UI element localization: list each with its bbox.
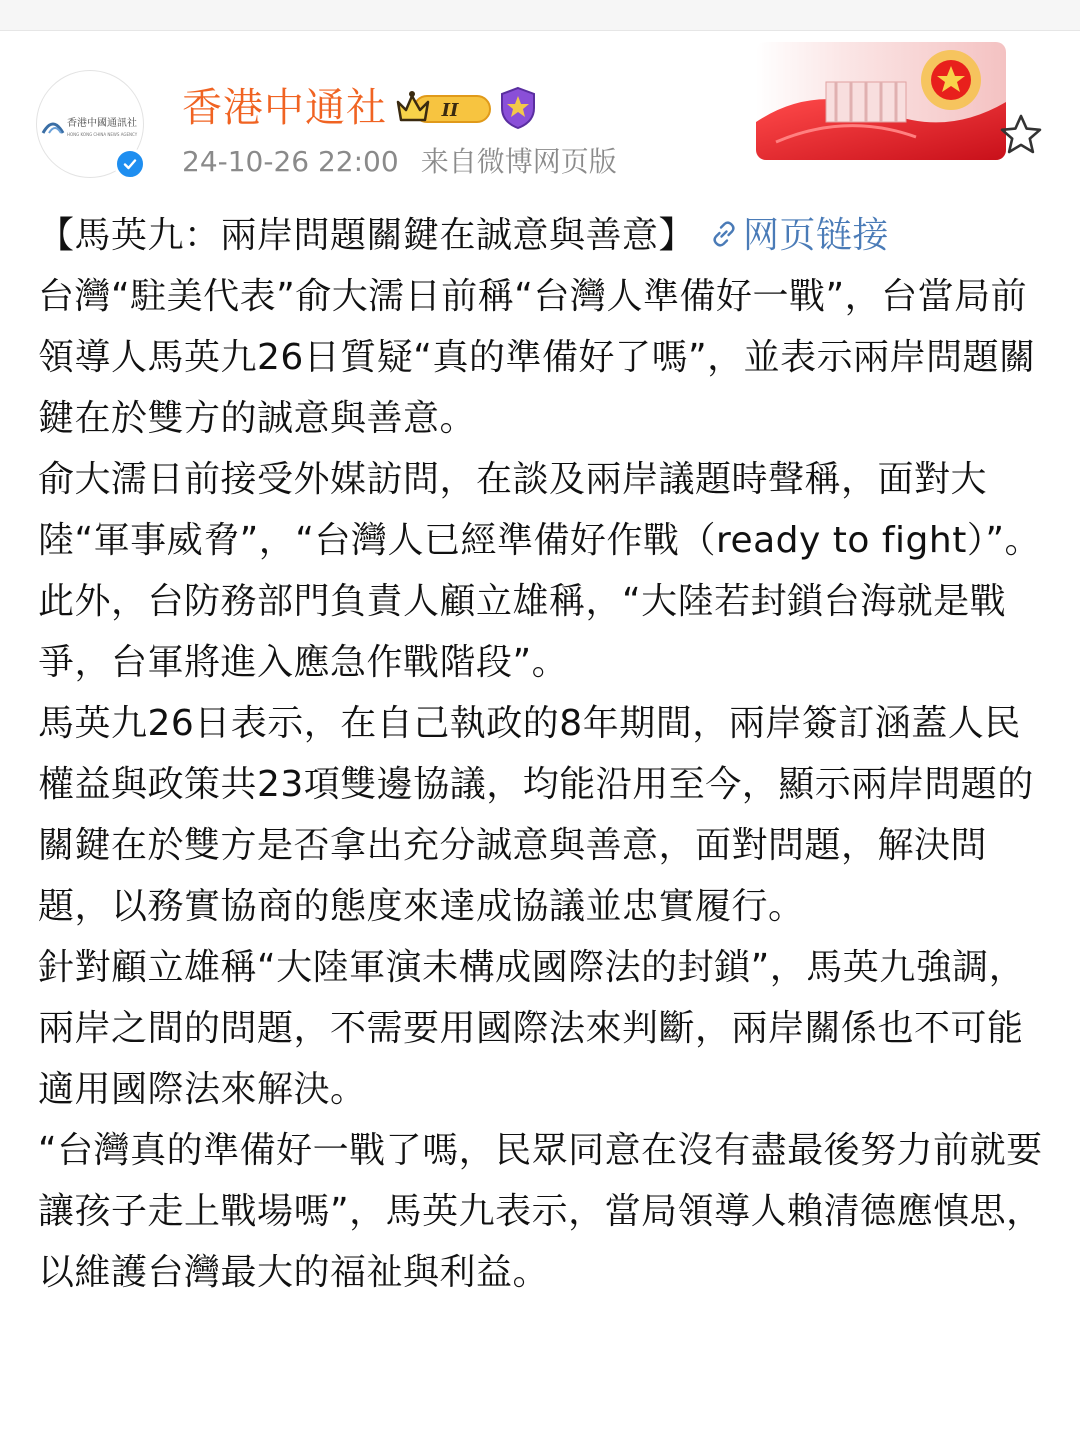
post-paragraph: “台灣真的準備好一戰了嗎，民眾同意在沒有盡最後努力前就要讓孩子走上戰場嗎”，馬英九表示，當局領導人賴清德應慎思，以維護台灣最大的福祉與利益。 bbox=[38, 1130, 1043, 1293]
web-link-label: 网页链接 bbox=[743, 215, 890, 256]
link-icon bbox=[709, 207, 739, 237]
top-bar bbox=[0, 0, 1080, 31]
account-name[interactable]: 香港中通社 bbox=[182, 85, 387, 131]
crown-badge-label: II bbox=[441, 100, 459, 121]
post-meta bbox=[182, 142, 617, 182]
post-paragraph: 台灣“駐美代表”俞大濡日前稱“台灣人準備好一戰”，台當局前領導人馬英九26日質疑“真的準備好了嗎”，並表示兩岸問題關鍵在於雙方的誠意與善意。 bbox=[38, 276, 1036, 439]
check-icon bbox=[122, 156, 138, 172]
web-link[interactable] bbox=[709, 215, 889, 256]
post-body bbox=[38, 205, 1048, 1303]
verified-badge bbox=[114, 148, 146, 180]
post-source[interactable]: 来自微博网页版 bbox=[420, 145, 617, 178]
post-paragraph: 針對顧立雄稱“大陸軍演未構成國際法的封鎖”，馬英九強調，兩岸之間的問題，不需要用國際法來判斷，兩岸關係也不可能適用國際法來解決。 bbox=[38, 947, 1026, 1110]
post-headline: 【馬英九：兩岸問題關鍵在誠意與善意】 bbox=[38, 215, 696, 256]
post-timestamp: 24-10-26 22:00 bbox=[182, 145, 399, 178]
svg-text:香港中國通訊社: 香港中國通訊社 bbox=[67, 118, 137, 129]
agency-logo bbox=[41, 111, 141, 141]
post-paragraph: 俞大濡日前接受外媒訪問，在談及兩岸議題時聲稱，面對大陸“軍事威脅”，“台灣人已經準備好作戰（ready to fight）”。此外，台防務部門負責人顧立雄稱，“大陸若封鎖台海就是戰爭，台軍將進入應急作戰階段”。 bbox=[38, 459, 1041, 683]
svg-text:HONG KONG CHINA NEWS AGENCY: HONG KONG CHINA NEWS AGENCY bbox=[67, 132, 138, 137]
post-paragraph: 馬英九26日表示，在自己執政的8年期間，兩岸簽訂涵蓋人民權益與政策共23項雙邊協議，均能沿用至今，顯示兩岸問題的關鍵在於雙方是否拿出充分誠意與善意，面對問題，解決問題，以務實協商的態度來達成協議並忠實履行。 bbox=[38, 703, 1034, 927]
decoration-banner bbox=[756, 42, 1006, 160]
star-outline-icon[interactable] bbox=[998, 112, 1044, 158]
shield-badge-icon[interactable] bbox=[498, 86, 538, 130]
post-header bbox=[0, 30, 1080, 200]
headline-row bbox=[38, 205, 1048, 266]
crown-level-badge[interactable] bbox=[394, 88, 492, 128]
